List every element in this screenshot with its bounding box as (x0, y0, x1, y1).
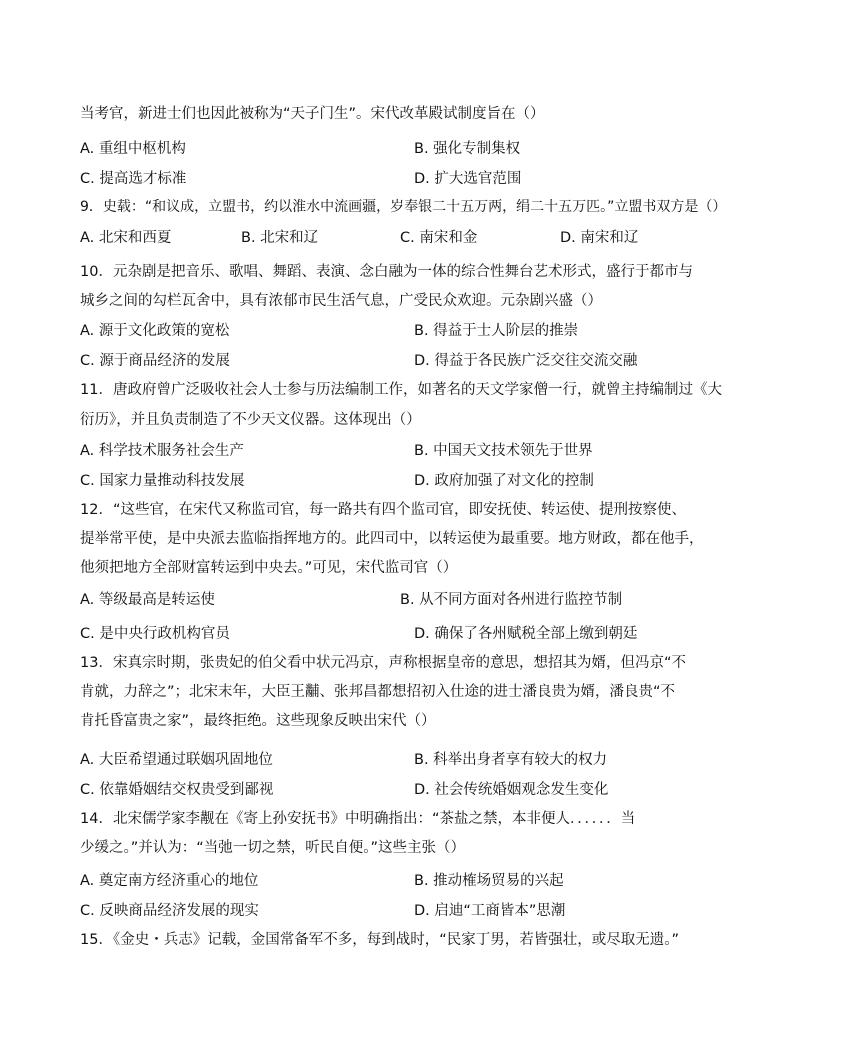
question-12-line-2: 提举常平使，是中央派去监临指挥地方的。此四司中，以转运使为最重要。地方财政，都在他手， (80, 531, 704, 547)
question-15: 15．《金史・兵志》记载，金国常备军不多，每到战时，“民家丁男，若皆强壮，或尽取无遗。” (80, 932, 679, 948)
q12-option-d: D. 确保了各州赋税全部上缴到朝廷 (414, 626, 638, 642)
q14-option-c: C. 反映商品经济发展的现实 (80, 903, 259, 919)
q12-option-b: B. 从不同方面对各州进行监控节制 (400, 592, 623, 608)
q9-option-b: B. 北宋和辽 (241, 230, 319, 246)
q14-option-a: A. 奠定南方经济重心的地位 (80, 873, 259, 889)
question-11-line-1: 11．唐政府曾广泛吸收社会人士参与历法编制工作，如著名的天文学家僧一行，就曾主持编制过《大 (80, 382, 722, 398)
question-12-line-3: 他须把地方全部财富转运到中央去。”可见，宋代监司官（） (80, 560, 458, 576)
q11-option-c: C. 国家力量推动科技发展 (80, 473, 245, 489)
q9-option-a: A. 北宋和西夏 (80, 230, 172, 246)
q13-option-b: B. 科举出身者享有较大的权力 (414, 752, 608, 768)
q11-option-b: B. 中国天文技术领先于世界 (414, 443, 593, 459)
q12-option-a: A. 等级最高是转运使 (80, 592, 215, 608)
q11-option-d: D. 政府加强了对文化的控制 (414, 473, 594, 489)
question-text: 当考官，新进士们也因此被称为“天子门生”。宋代改革殿试制度旨在（） (80, 106, 545, 122)
question-10-line-1: 10．元杂剧是把音乐、歌唱、舞蹈、表演、念白融为一体的综合性舞台艺术形式，盛行于都市与 (80, 264, 693, 280)
question-9: 9．史载：“和议成，立盟书，约以淮水中流画疆，岁奉银二十五万两，绢二十五万匹。”立盟书双方是（） (80, 199, 727, 215)
question-13-line-1: 13．宋真宗时期，张贵妃的伯父看中状元冯京，声称根据皇帝的意思，想招其为婿，但冯京“不 (80, 655, 686, 671)
q9-option-d: D. 南宋和辽 (560, 230, 639, 246)
question-11-line-2: 衍历》，并且负责制造了不少天文仪器。这体现出（） (80, 412, 421, 428)
option-b: B. 强化专制集权 (414, 141, 521, 157)
q11-option-a: A. 科学技术服务社会生产 (80, 443, 244, 459)
q14-option-b: B. 推动榷场贸易的兴起 (414, 873, 564, 889)
q10-option-b: B. 得益于士人阶层的推崇 (414, 323, 579, 339)
q13-option-d: D. 社会传统婚姻观念发生变化 (414, 782, 609, 798)
question-14-line-2: 少缓之。”并认为：“当弛一切之禁，听民自便。”这些主张（） (80, 840, 466, 856)
q13-option-a: A. 大臣希望通过联姻巩固地位 (80, 752, 273, 768)
question-12-line-1: 12．“这些官，在宋代又称监司官，每一路共有四个监司官，即安抚使、转运使、提刑按察使、 (80, 502, 686, 518)
q14-option-d: D. 启迪“工商皆本”思潮 (414, 903, 566, 919)
q12-option-c: C. 是中央行政机构官员 (80, 626, 230, 642)
option-c: C. 提高选才标准 (80, 171, 187, 187)
question-10-line-2: 城乡之间的勾栏瓦舍中，具有浓郁市民生活气息，广受民众欢迎。元杂剧兴盛（） (80, 293, 602, 309)
q10-option-d: D. 得益于各民族广泛交往交流交融 (414, 353, 638, 369)
q9-option-c: C. 南宋和金 (400, 230, 478, 246)
option-a: A. 重组中枢机构 (80, 141, 186, 157)
q10-option-a: A. 源于文化政策的宽松 (80, 323, 230, 339)
question-13-line-3: 肯托昏富贵之家”，最终拒绝。这些现象反映出宋代（） (80, 713, 436, 729)
q13-option-c: C. 依靠婚姻结交权贵受到鄙视 (80, 782, 274, 798)
question-14-line-1: 14．北宋儒学家李觏在《寄上孙安抚书》中明确指出：“茶盐之禁，本非便人．．．．．．当 (80, 811, 636, 827)
option-d: D. 扩大选官范围 (414, 171, 522, 187)
question-13-line-2: 肯就，力辞之”；北宋末年，大臣王黼、张邦昌都想招初入仕途的进士潘良贵为婿，潘良贵“不 (80, 684, 676, 700)
q10-option-c: C. 源于商品经济的发展 (80, 353, 230, 369)
